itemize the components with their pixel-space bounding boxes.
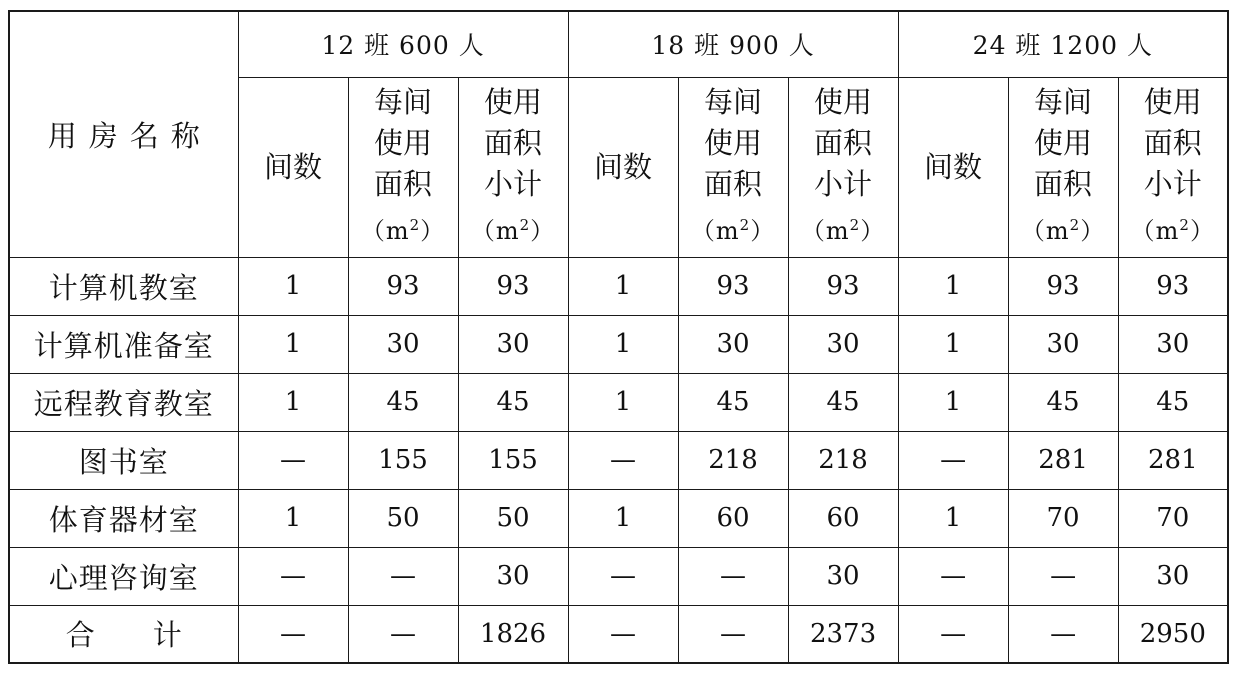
table-cell: 218 (788, 431, 898, 489)
table-cell: — (1008, 547, 1118, 605)
table-cell: 1 (238, 315, 348, 373)
table-row (9, 315, 1228, 373)
table-row (9, 257, 1228, 315)
table-cell: 93 (458, 257, 568, 315)
table-cell: 30 (678, 315, 788, 373)
table-cell: — (898, 605, 1008, 663)
table-cell: 70 (1008, 489, 1118, 547)
table-row (9, 547, 1228, 605)
table-cell: 1 (568, 373, 678, 431)
total-18-classes-cell: 2373 (788, 605, 898, 663)
table-cell: 45 (788, 373, 898, 431)
group-header-12-classes: 12 班 600 人 (238, 11, 568, 77)
group-header-24-classes: 24 班 1200 人 (898, 11, 1228, 77)
area-per-room-header: 每间 使用 面积 $(m^2)$ (1008, 77, 1118, 257)
room-name-cell: 远程教育教室 (9, 373, 238, 431)
table-cell: 155 (348, 431, 458, 489)
table-cell: 281 (1008, 431, 1118, 489)
table-cell: — (678, 547, 788, 605)
room-count-header: 间数 (238, 77, 348, 257)
table-cell: 30 (348, 315, 458, 373)
table-cell: 45 (678, 373, 788, 431)
table-cell: 93 (1008, 257, 1118, 315)
group-header-row (9, 11, 1228, 77)
table-cell: — (898, 547, 1008, 605)
unit-label: $(m^2)$ (360, 216, 446, 245)
table-cell: — (348, 547, 458, 605)
group-header-18-classes: 18 班 900 人 (568, 11, 898, 77)
table-cell: 93 (348, 257, 458, 315)
total-row (9, 605, 1228, 663)
area-subtotal-header: 使用 面积 小计 $(m^2)$ (458, 77, 568, 257)
table-cell: 70 (1118, 489, 1228, 547)
area-subtotal-header: 使用 面积 小计 $(m^2)$ (1118, 77, 1228, 257)
table-cell: 30 (1008, 315, 1118, 373)
area-subtotal-header: 使用 面积 小计 $(m^2)$ (788, 77, 898, 257)
area-table-container (8, 10, 1229, 664)
table-cell: 30 (458, 315, 568, 373)
area-per-room-header: 每间 使用 面积 $(m^2)$ (678, 77, 788, 257)
unit-label: $(m^2)$ (1020, 216, 1106, 245)
room-count-header: 间数 (568, 77, 678, 257)
table-cell: 45 (1118, 373, 1228, 431)
table-cell: 218 (678, 431, 788, 489)
table-cell: 1 (238, 373, 348, 431)
table-cell: 281 (1118, 431, 1228, 489)
table-cell: 30 (458, 547, 568, 605)
table-cell: — (568, 431, 678, 489)
unit-label: $(m^2)$ (800, 216, 886, 245)
total-24-classes-cell: 2950 (1118, 605, 1228, 663)
table-cell: 30 (1118, 547, 1228, 605)
table-cell: — (238, 431, 348, 489)
table-cell: — (348, 605, 458, 663)
table-cell: 1 (568, 315, 678, 373)
table-cell: 1 (898, 315, 1008, 373)
table-cell: 50 (348, 489, 458, 547)
table-row (9, 373, 1228, 431)
table-cell: 30 (1118, 315, 1228, 373)
table-row (9, 431, 1228, 489)
table-cell: 155 (458, 431, 568, 489)
table-cell: 60 (678, 489, 788, 547)
table-cell: 1 (238, 257, 348, 315)
room-name-cell: 体育器材室 (9, 489, 238, 547)
room-name-cell: 图书室 (9, 431, 238, 489)
room-area-table (8, 10, 1229, 664)
table-cell: — (238, 547, 348, 605)
table-cell: 1 (898, 373, 1008, 431)
table-cell: 45 (1008, 373, 1118, 431)
table-cell: 1 (898, 257, 1008, 315)
table-row (9, 489, 1228, 547)
table-cell: 93 (1118, 257, 1228, 315)
table-cell: 60 (788, 489, 898, 547)
total-12-classes-cell: 1826 (458, 605, 568, 663)
unit-label: $(m^2)$ (470, 216, 556, 245)
table-cell: 1 (238, 489, 348, 547)
total-label-cell: 合 计 (9, 605, 238, 663)
table-cell: 93 (678, 257, 788, 315)
unit-label: $(m^2)$ (690, 216, 776, 245)
room-count-header: 间数 (898, 77, 1008, 257)
table-cell: 45 (458, 373, 568, 431)
table-cell: 50 (458, 489, 568, 547)
table-cell: 45 (348, 373, 458, 431)
unit-label: $(m^2)$ (1130, 216, 1215, 245)
table-cell: 1 (898, 489, 1008, 547)
table-cell: — (568, 547, 678, 605)
table-cell: — (568, 605, 678, 663)
table-cell: — (238, 605, 348, 663)
room-name-header: 用房名称 (9, 11, 238, 257)
table-cell: 1 (568, 257, 678, 315)
room-name-cell: 计算机准备室 (9, 315, 238, 373)
table-cell: 30 (788, 547, 898, 605)
area-per-room-header: 每间 使用 面积 $(m^2)$ (348, 77, 458, 257)
table-cell: 93 (788, 257, 898, 315)
table-cell: 1 (568, 489, 678, 547)
room-name-cell: 心理咨询室 (9, 547, 238, 605)
table-cell: — (678, 605, 788, 663)
table-cell: 30 (788, 315, 898, 373)
table-cell: — (898, 431, 1008, 489)
table-cell: — (1008, 605, 1118, 663)
room-name-cell: 计算机教室 (9, 257, 238, 315)
